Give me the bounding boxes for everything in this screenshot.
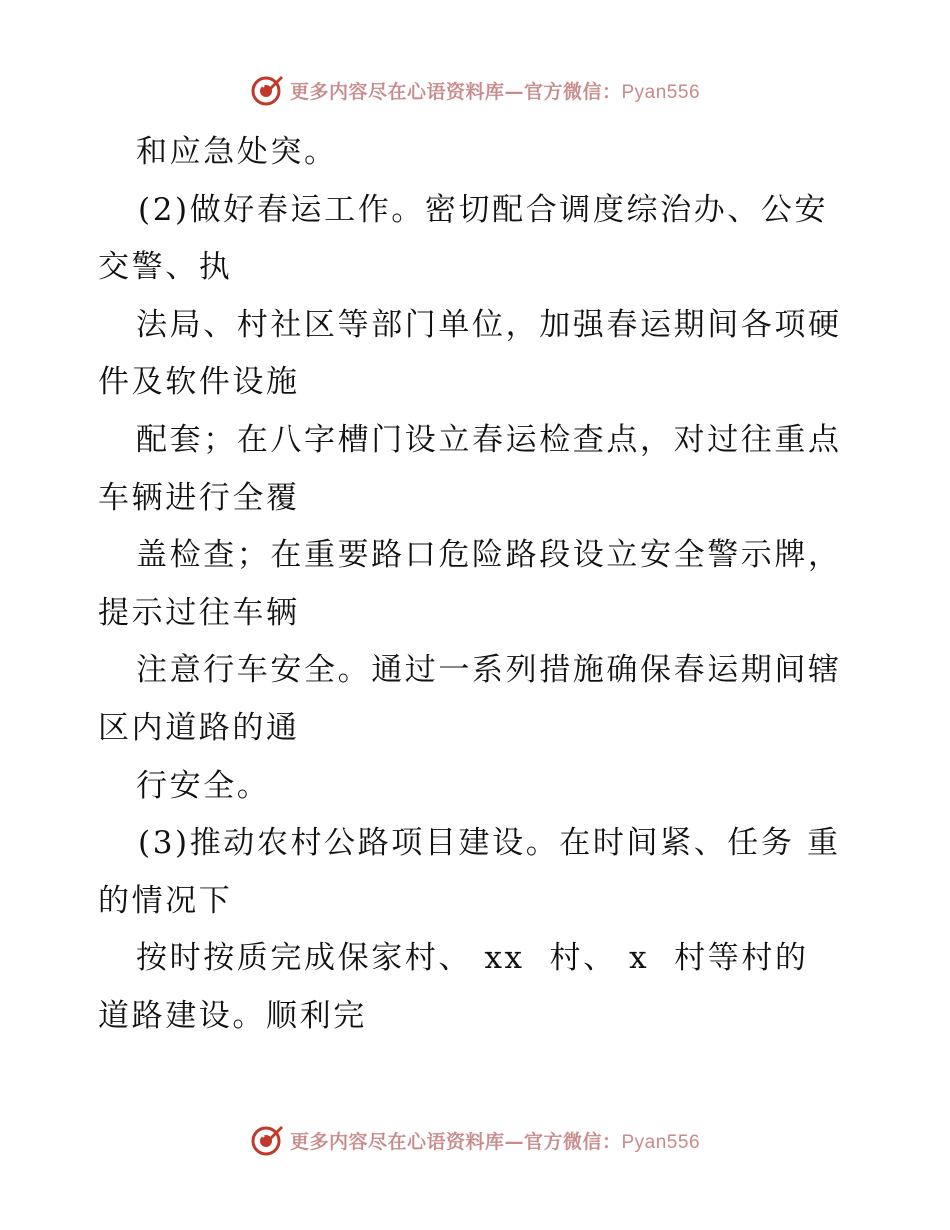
document-body [98,124,858,1046]
header-watermark [0,70,950,110]
footer-watermark [0,1120,950,1160]
paragraph-line: 和应急处突。 [136,134,338,170]
paragraph-line: (3)推动农村公路项目建设。在时间紧、任务 重 [138,825,841,862]
paragraph-line: 车辆进行全覆 [98,479,300,516]
paragraph-line: 道路建设。顺利完 [98,997,367,1034]
paragraph-line: 的情况下 [98,882,233,919]
paragraph-line: 法局、村社区等部门单位，加强春运期间各项硬 [136,306,842,343]
watermark-text: 更多内容尽在心语资料库—官方微信：Pyan556 [289,80,701,103]
pen-logo-icon [250,1123,284,1157]
paragraph-line: 盖检查；在重要路口危险路段设立安全警示牌， [136,537,842,574]
paragraph-line: 注意行车安全。通过一系列措施确保春运期间辖 [136,652,842,689]
paragraph-line: 配套；在八字槽门设立春运检查点，对过往重点 [136,421,842,458]
watermark-text: 更多内容尽在心语资料库—官方微信：Pyan556 [289,1130,701,1153]
pen-logo-icon [250,73,284,107]
paragraph-line: 区内道路的通 [98,709,300,746]
paragraph-line: 行安全。 [136,767,271,804]
paragraph-line: (2)做好春运工作。密切配合调度综治办、公安 [138,191,829,228]
paragraph-line: 提示过往车辆 [98,594,300,631]
paragraph-line: 件及软件设施 [98,364,300,401]
paragraph-line: 交警、执 [98,249,233,286]
paragraph-line: 按时按质完成保家村、 xx 村、 x 村等村的 [136,940,809,977]
